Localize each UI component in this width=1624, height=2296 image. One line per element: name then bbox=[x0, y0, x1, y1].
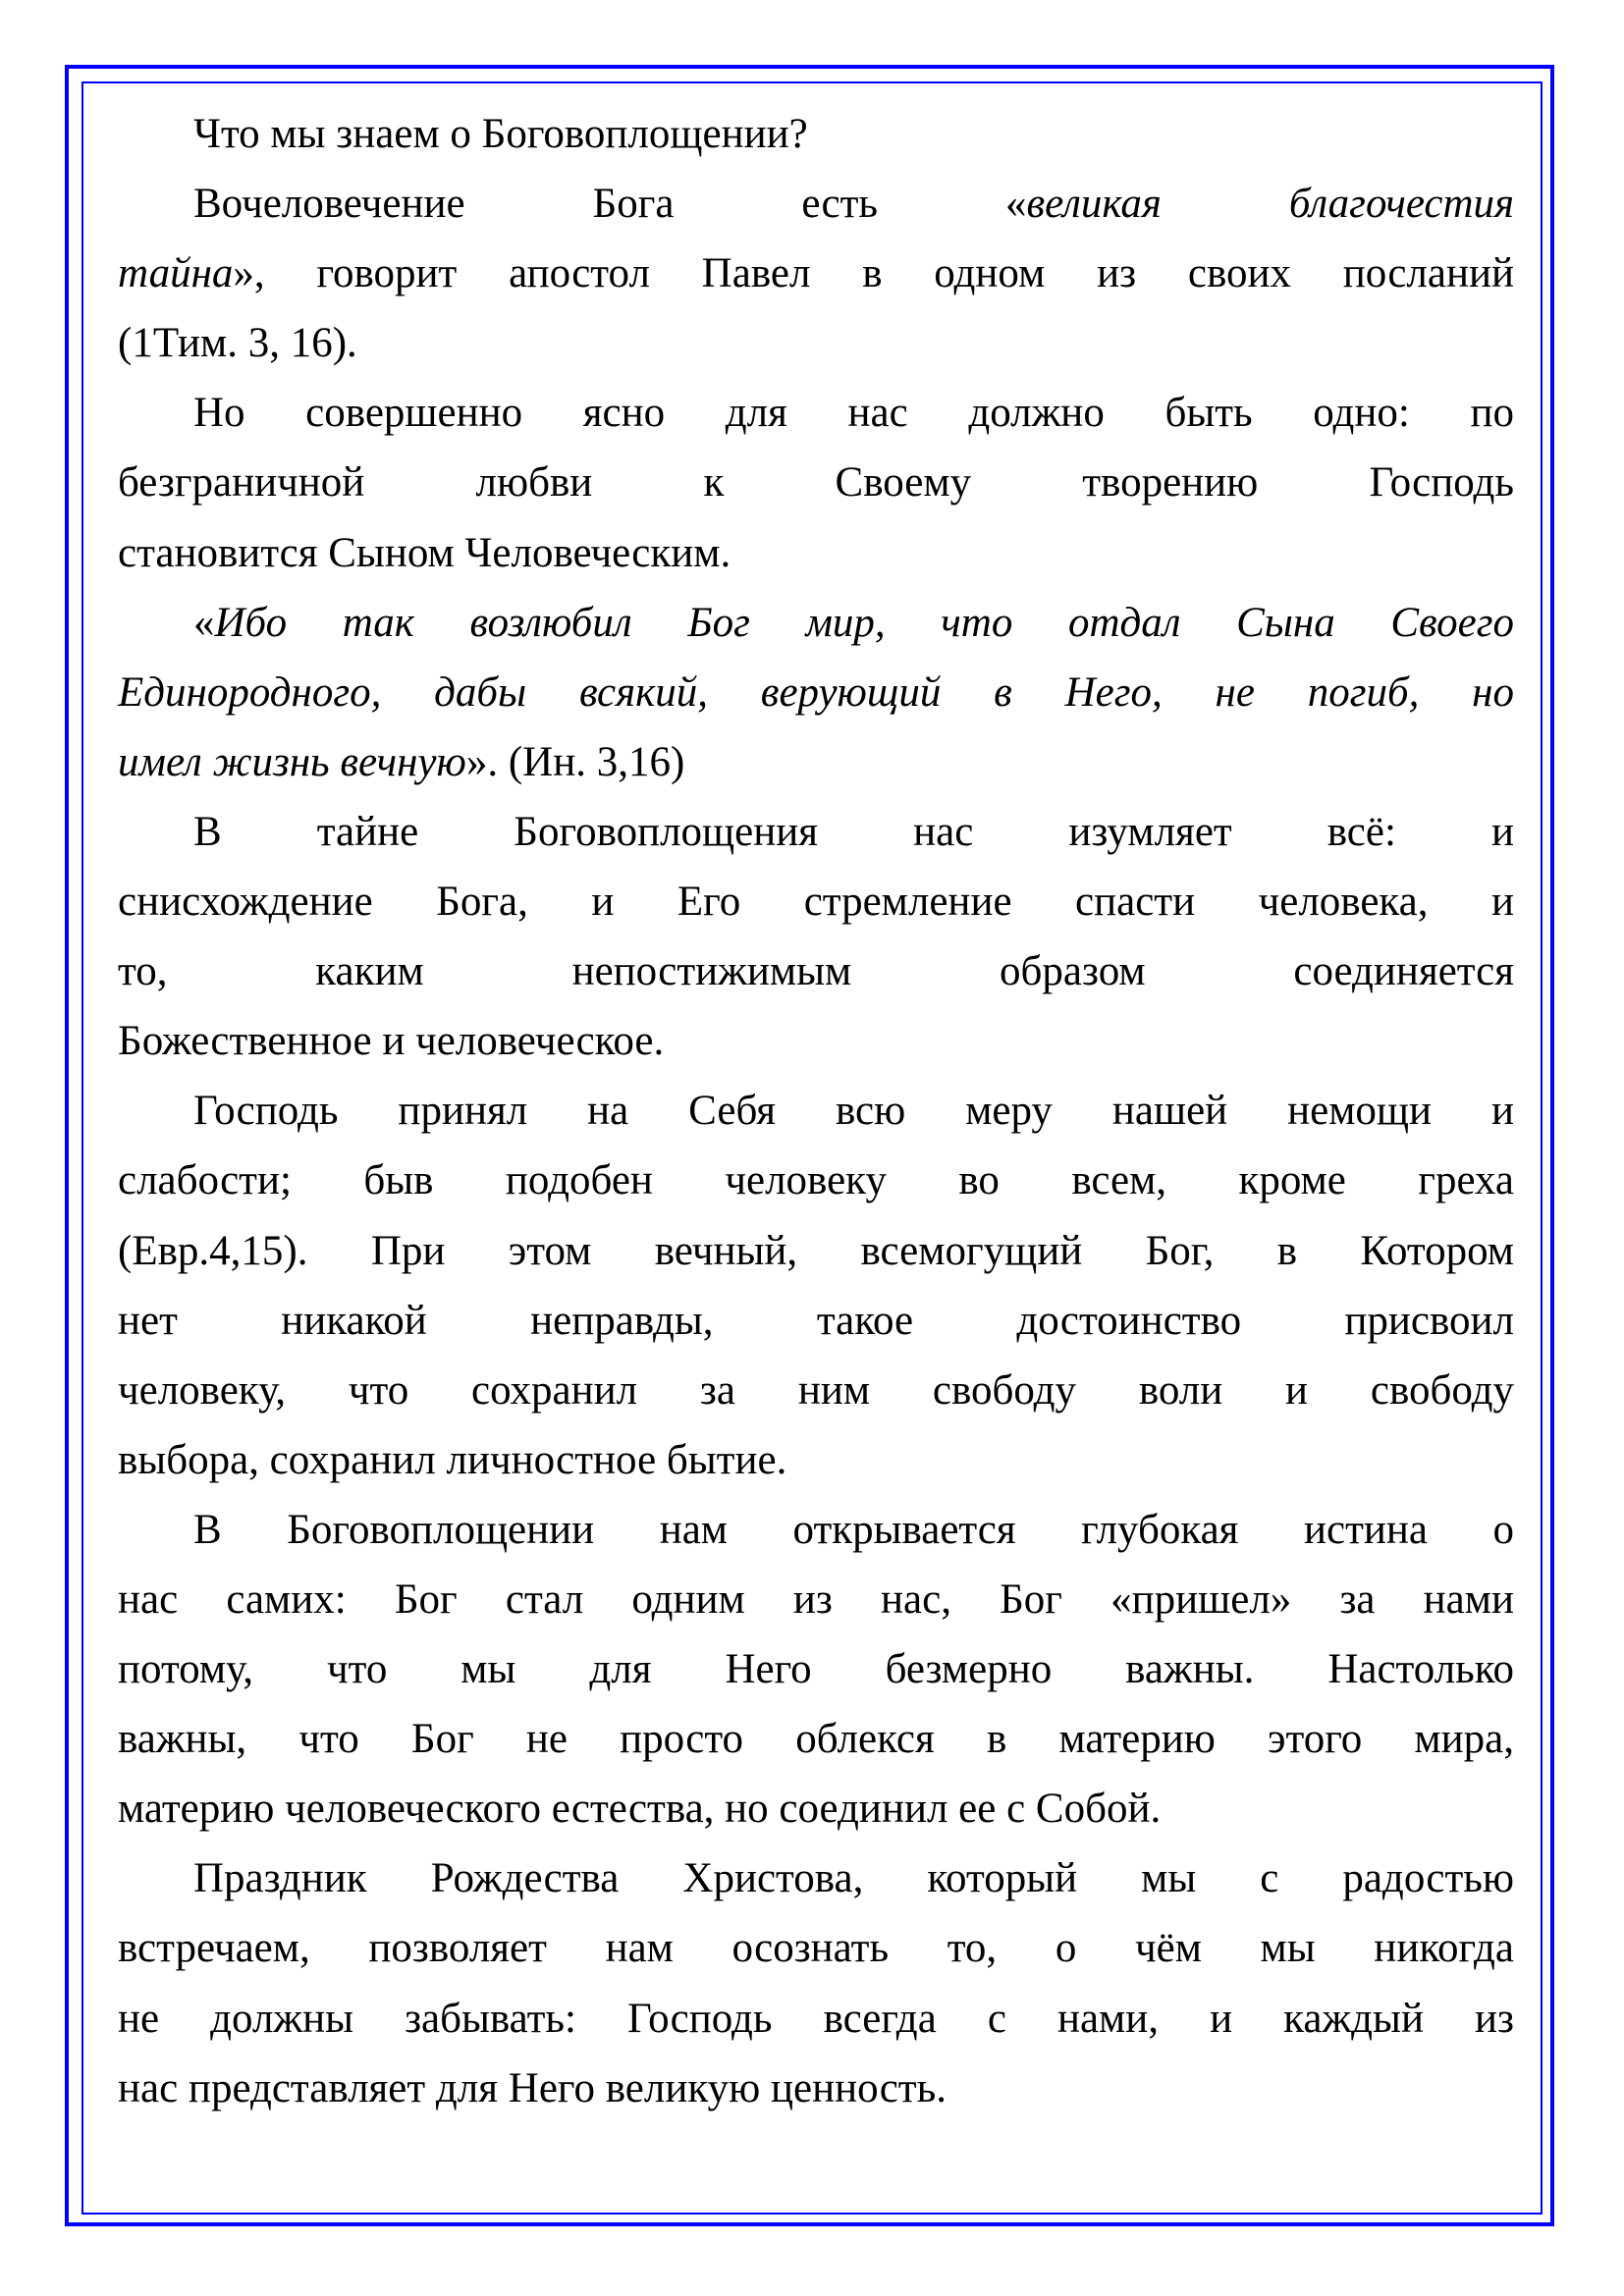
text-segment: материю человеческого естества, но соединил ее с Собой. bbox=[118, 1786, 1162, 1833]
text-line bbox=[118, 99, 1514, 169]
text-segment: снисхождение Бога, и Его стремление спасти человека, и bbox=[118, 879, 1514, 926]
text-line bbox=[118, 797, 1514, 867]
text-segment: выбора, сохранил личностное бытие. bbox=[118, 1436, 787, 1483]
text-line bbox=[118, 1425, 1514, 1495]
text-line bbox=[118, 308, 1514, 378]
text-segment: важны, что Бог не просто облекся в материю этого мира, bbox=[118, 1716, 1514, 1763]
text-line bbox=[118, 1774, 1514, 1843]
text-segment: безграничной любви к Своему творению Господь bbox=[118, 459, 1514, 507]
text-segment: Господь принял на Себя всю меру нашей немощи и bbox=[193, 1088, 1514, 1135]
text-line bbox=[118, 867, 1514, 936]
text-segment: потому, что мы для Него безмерно важны. Настолько bbox=[118, 1646, 1514, 1693]
paragraph bbox=[118, 797, 1514, 1076]
text-segment: В Боговоплощении нам открывается глубокая истина о bbox=[193, 1506, 1514, 1553]
paragraph bbox=[118, 1495, 1514, 1843]
text-segment: ». (Ин. 3,16) bbox=[465, 738, 685, 785]
paragraph bbox=[118, 1076, 1514, 1495]
text-line bbox=[118, 1495, 1514, 1565]
paragraph bbox=[118, 588, 1514, 797]
text-line bbox=[118, 1356, 1514, 1425]
italic-quote-text: имел жизнь вечную bbox=[118, 738, 466, 785]
text-segment: В тайне Боговоплощения нас изумляет всё: и bbox=[193, 808, 1514, 855]
text-line bbox=[118, 2054, 1514, 2123]
text-line bbox=[118, 378, 1514, 448]
text-segment: становится Сыном Человеческим. bbox=[118, 529, 731, 576]
italic-quote-text: тайна bbox=[118, 250, 234, 297]
text-segment: Праздник Рождества Христова, который мы с радостью bbox=[193, 1855, 1514, 1902]
text-segment: (1Тим. 3, 16). bbox=[118, 320, 357, 367]
text-segment: нас самих: Бог стал одним из нас, Бог «пришел» за нами bbox=[118, 1575, 1514, 1623]
text-line bbox=[118, 1216, 1514, 1286]
text-line bbox=[118, 1913, 1514, 1983]
text-segment: встречаем, позволяет нам осознать то, о чём мы никогда bbox=[118, 1925, 1514, 1972]
paragraph bbox=[118, 1843, 1514, 2122]
text-segment: Что мы знаем о Боговоплощении? bbox=[193, 111, 808, 157]
text-line bbox=[118, 1704, 1514, 1774]
text-line bbox=[118, 1634, 1514, 1704]
paragraph bbox=[118, 378, 1514, 587]
text-line bbox=[118, 239, 1514, 308]
paragraph bbox=[118, 169, 1514, 378]
text-line bbox=[118, 1984, 1514, 2054]
text-segment: (Евр.4,15). При этом вечный, всемогущий Бог, в Котором bbox=[118, 1227, 1514, 1274]
text-line bbox=[118, 588, 1514, 658]
text-segment: человеку, что сохранил за ним свободу воли и свободу bbox=[118, 1366, 1514, 1414]
text-segment: не должны забывать: Господь всегда с нами, и каждый из bbox=[118, 1995, 1514, 2042]
text-line bbox=[118, 169, 1514, 239]
text-line bbox=[118, 936, 1514, 1006]
text-line bbox=[118, 1843, 1514, 1913]
text-line bbox=[118, 1076, 1514, 1146]
italic-quote-text: Единородного, дабы всякий, верующий в Него, не погиб, но bbox=[118, 668, 1514, 716]
text-line bbox=[118, 448, 1514, 517]
text-segment: », говорит апостол Павел в одном из своих посланий bbox=[233, 250, 1514, 297]
heading-question bbox=[118, 99, 1514, 169]
text-line bbox=[118, 1006, 1514, 1076]
text-segment: нет никакой неправды, такое достоинство присвоил bbox=[118, 1297, 1514, 1344]
text-segment: нас представляет для Него великую ценность. bbox=[118, 2064, 947, 2111]
text-line bbox=[118, 1146, 1514, 1215]
text-segment: то, каким непостижимым образом соединяется bbox=[118, 948, 1514, 995]
text-line bbox=[118, 1286, 1514, 1356]
text-line bbox=[118, 727, 1514, 797]
text-segment: слабости; быв подобен человеку во всем, кроме греха bbox=[118, 1157, 1514, 1204]
text-segment: Божественное и человеческое. bbox=[118, 1018, 665, 1065]
italic-quote-text: Ибо так возлюбил Бог мир, что отдал Сына Своего bbox=[214, 599, 1514, 646]
text-line bbox=[118, 658, 1514, 727]
text-segment: Но совершенно ясно для нас должно быть одно: по bbox=[193, 390, 1514, 437]
text-line bbox=[118, 1565, 1514, 1634]
italic-quote-text: великая благочестия bbox=[1026, 181, 1514, 228]
text-line bbox=[118, 518, 1514, 588]
document-body bbox=[118, 99, 1514, 2123]
text-segment: « bbox=[193, 599, 215, 646]
text-segment: Вочеловечение Бога есть « bbox=[193, 181, 1027, 228]
